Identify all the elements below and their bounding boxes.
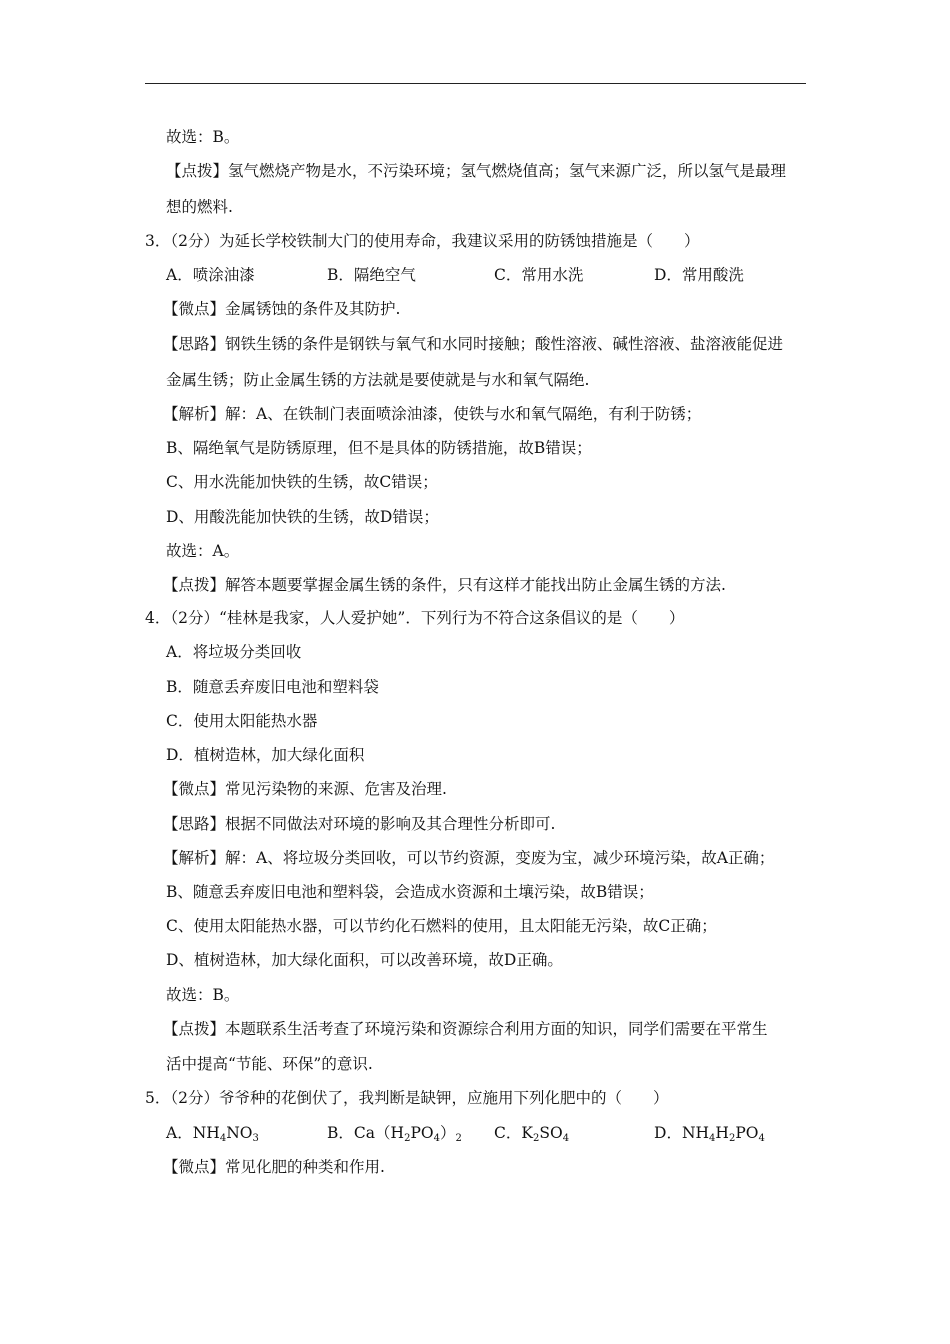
q3-answer: 故选：A。 [166,542,240,560]
q5-point: 【微点】常见化肥的种类和作用. [163,1158,385,1176]
q5-option-c: C．$K_2SO_4$ [494,1124,570,1144]
q2-tip-cont: 想的燃料. [166,198,233,216]
q4-tip: 【点拨】本题联系生活考查了环境污染和资源综合利用方面的知识，同学们需要在平常生 [163,1020,768,1038]
q3-stem: 3．（2分）为延长学校铁制大门的使用寿命，我建议采用的防锈蚀措施是（ ） [145,232,700,250]
q5-option-d: D．$NH_4H_2PO_4$ [654,1124,765,1144]
q3-option-c: C．常用水洗 [494,266,584,284]
q4-point: 【微点】常见污染物的来源、危害及治理. [163,780,447,798]
q5-stem: 5．（2分）爷爷种的花倒伏了，我判断是缺钾，应施用下列化肥中的（ ） [145,1089,669,1107]
q3-idea-cont: 金属生锈；防止金属生锈的方法就是要使就是与水和氧气隔绝. [166,371,590,389]
q3-point: 【微点】金属锈蚀的条件及其防护. [163,300,401,318]
q3-option-d: D．常用酸洗 [654,266,744,284]
q3-idea: 【思路】钢铁生锈的条件是钢铁与氧气和水同时接触；酸性溶液、碱性溶液、盐溶液能促进 [163,335,784,353]
q2-tip: 【点拨】氢气燃烧产物是水，不污染环境；氢气燃烧值高；氢气来源广泛，所以氢气是最理 [166,162,787,180]
q3-analysis-c: C、用水洗能加快铁的生锈，故C错误； [166,473,438,491]
q4-idea: 【思路】根据不同做法对环境的影响及其合理性分析即可. [163,815,556,833]
q3-option-a: A．喷涂油漆 [166,266,255,284]
q2-answer: 故选：B。 [166,128,240,146]
header-rule [145,83,806,84]
q4-analysis-b: B、随意丢弃废旧电池和塑料袋，会造成水资源和土壤污染，故B错误； [166,883,654,901]
q4-analysis-c: C、使用太阳能热水器，可以节约化石燃料的使用，且太阳能无污染，故C正确； [166,917,717,935]
q4-answer: 故选：B。 [166,986,240,1004]
q3-analysis-d: D、用酸洗能加快铁的生锈，故D错误； [166,508,439,526]
q5-option-a: A．$NH_4NO_3$ [166,1124,259,1144]
q3-option-b: B．隔绝空气 [327,266,416,284]
q4-stem: 4．（2分）“桂林是我家，人人爱护她”．下列行为不符合这条倡议的是（ ） [145,609,685,627]
q5-option-b: B．$Ca(H_2PO_4)_2$ [327,1124,462,1144]
q4-analysis-d: D、植树造林，加大绿化面积，可以改善环境，故D正确。 [166,951,563,969]
q3-analysis-b: B、隔绝氧气是防锈原理，但不是具体的防锈措施，故B错误； [166,439,592,457]
q4-option-d: D．植树造林，加大绿化面积 [166,746,365,764]
q3-tip: 【点拨】解答本题要掌握金属生锈的条件，只有这样才能找出防止金属生锈的方法. [163,576,726,594]
q4-option-a: A．将垃圾分类回收 [166,643,302,661]
q3-analysis-a: 【解析】解：A、在铁制门表面喷涂油漆，使铁与水和氧气隔绝，有利于防锈； [163,405,702,423]
q4-analysis-a: 【解析】解：A、将垃圾分类回收，可以节约资源，变废为宝，减少环境污染，故A正确； [163,849,775,867]
q4-tip-cont: 活中提高“节能、环保”的意识. [166,1055,373,1073]
q4-option-c: C．使用太阳能热水器 [166,712,318,730]
q4-option-b: B．随意丢弃废旧电池和塑料袋 [166,678,379,696]
